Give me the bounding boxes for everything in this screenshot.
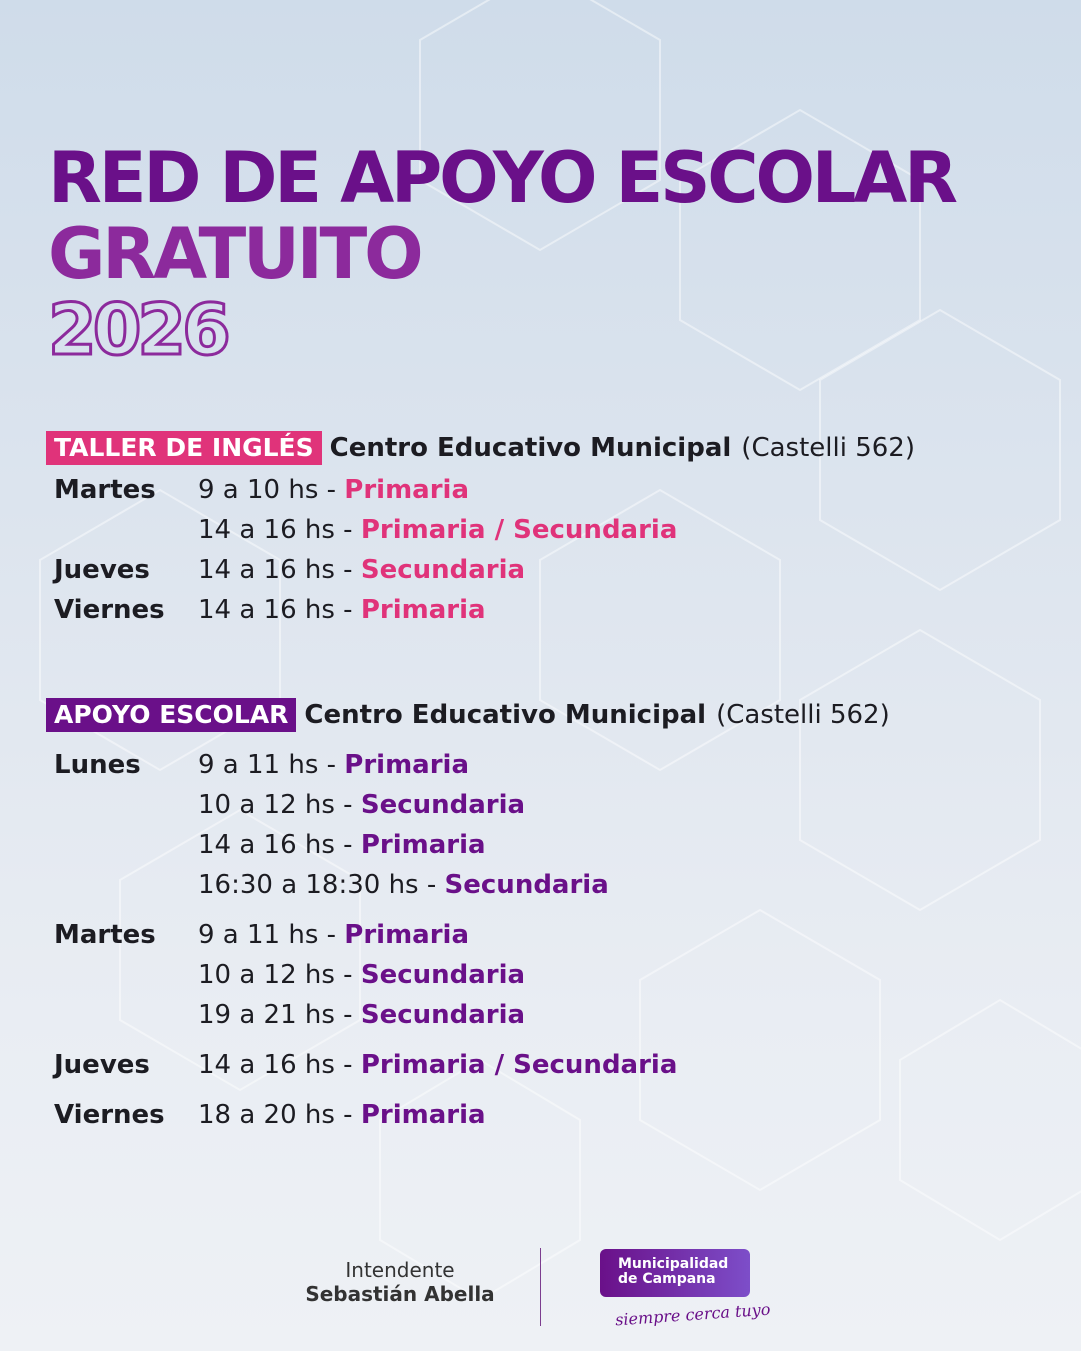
level-label: Primaria / Secundaria <box>360 515 678 545</box>
title-block <box>48 137 955 371</box>
ingles-address: (Castelli 562) <box>741 433 915 463</box>
time-slot: 10 a 12 hs - <box>198 790 361 820</box>
apoyo-header <box>46 697 890 733</box>
time-slot: 14 a 16 hs - <box>198 1050 361 1080</box>
time-slot: 14 a 16 hs - <box>198 515 361 545</box>
schedule-row <box>46 745 890 785</box>
level-label: Secundaria <box>360 960 526 990</box>
title-year: 2026 <box>48 289 227 371</box>
schedule-row <box>46 825 890 865</box>
schedule-row <box>46 470 915 510</box>
level-label: Secundaria <box>360 790 526 820</box>
time-slot: 10 a 12 hs - <box>198 960 361 990</box>
title-line2: GRATUITO <box>48 213 421 295</box>
mayor-role: Intendente <box>345 1258 455 1282</box>
mayor-credit <box>300 1258 500 1306</box>
schedule-row <box>46 550 915 590</box>
level-label: Primaria / Secundaria <box>360 1050 678 1080</box>
schedule-row <box>46 955 890 995</box>
level-label: Primaria <box>344 920 470 950</box>
level-label: Primaria <box>360 1100 486 1130</box>
schedule-row <box>46 915 890 955</box>
title-line1: RED DE APOYO ESCOLAR <box>48 137 955 219</box>
apoyo-address: (Castelli 562) <box>716 700 890 730</box>
schedule-row <box>46 865 890 905</box>
ingles-tag: TALLER DE INGLÉS <box>46 431 322 465</box>
time-slot: 18 a 20 hs - <box>198 1100 361 1130</box>
apoyo-tag: APOYO ESCOLAR <box>46 698 296 732</box>
level-label: Primaria <box>344 475 470 505</box>
level-label: Primaria <box>360 830 486 860</box>
day-label: Jueves <box>54 555 150 585</box>
day-label: Martes <box>54 475 156 505</box>
mayor-name: Sebastián Abella <box>305 1282 495 1306</box>
level-label: Primaria <box>360 595 486 625</box>
time-slot: 9 a 10 hs - <box>198 475 345 505</box>
logo-line2: de Campana <box>618 1271 716 1287</box>
day-label: Viernes <box>54 595 165 625</box>
schedule-row <box>46 1095 890 1135</box>
apoyo-section <box>46 697 890 1135</box>
ingles-section <box>46 430 915 630</box>
time-slot: 19 a 21 hs - <box>198 1000 361 1030</box>
schedule-row <box>46 785 890 825</box>
schedule-row <box>46 1045 890 1085</box>
municipality-logo <box>600 1249 750 1297</box>
apoyo-place: Centro Educativo Municipal <box>304 700 707 730</box>
slogan: siempre cerca tuyo <box>614 1299 771 1330</box>
schedule-row <box>46 590 915 630</box>
time-slot: 14 a 16 hs - <box>198 595 361 625</box>
time-slot: 9 a 11 hs - <box>198 750 345 780</box>
level-label: Secundaria <box>360 555 526 585</box>
day-label: Jueves <box>54 1050 150 1080</box>
level-label: Secundaria <box>444 870 609 900</box>
time-slot: 14 a 16 hs - <box>198 555 361 585</box>
day-label: Viernes <box>54 1100 165 1130</box>
level-label: Primaria <box>344 750 470 780</box>
ingles-place: Centro Educativo Municipal <box>329 433 732 463</box>
day-label: Martes <box>54 920 156 950</box>
ingles-header <box>46 430 915 466</box>
day-label: Lunes <box>54 750 141 780</box>
time-slot: 14 a 16 hs - <box>198 830 361 860</box>
time-slot: 9 a 11 hs - <box>198 920 345 950</box>
time-slot: 16:30 a 18:30 hs - <box>198 870 445 900</box>
schedule-row <box>46 510 915 550</box>
level-label: Secundaria <box>360 1000 526 1030</box>
logo-line1: Municipalidad <box>618 1256 729 1272</box>
footer-divider <box>540 1248 541 1326</box>
schedule-row <box>46 995 890 1035</box>
